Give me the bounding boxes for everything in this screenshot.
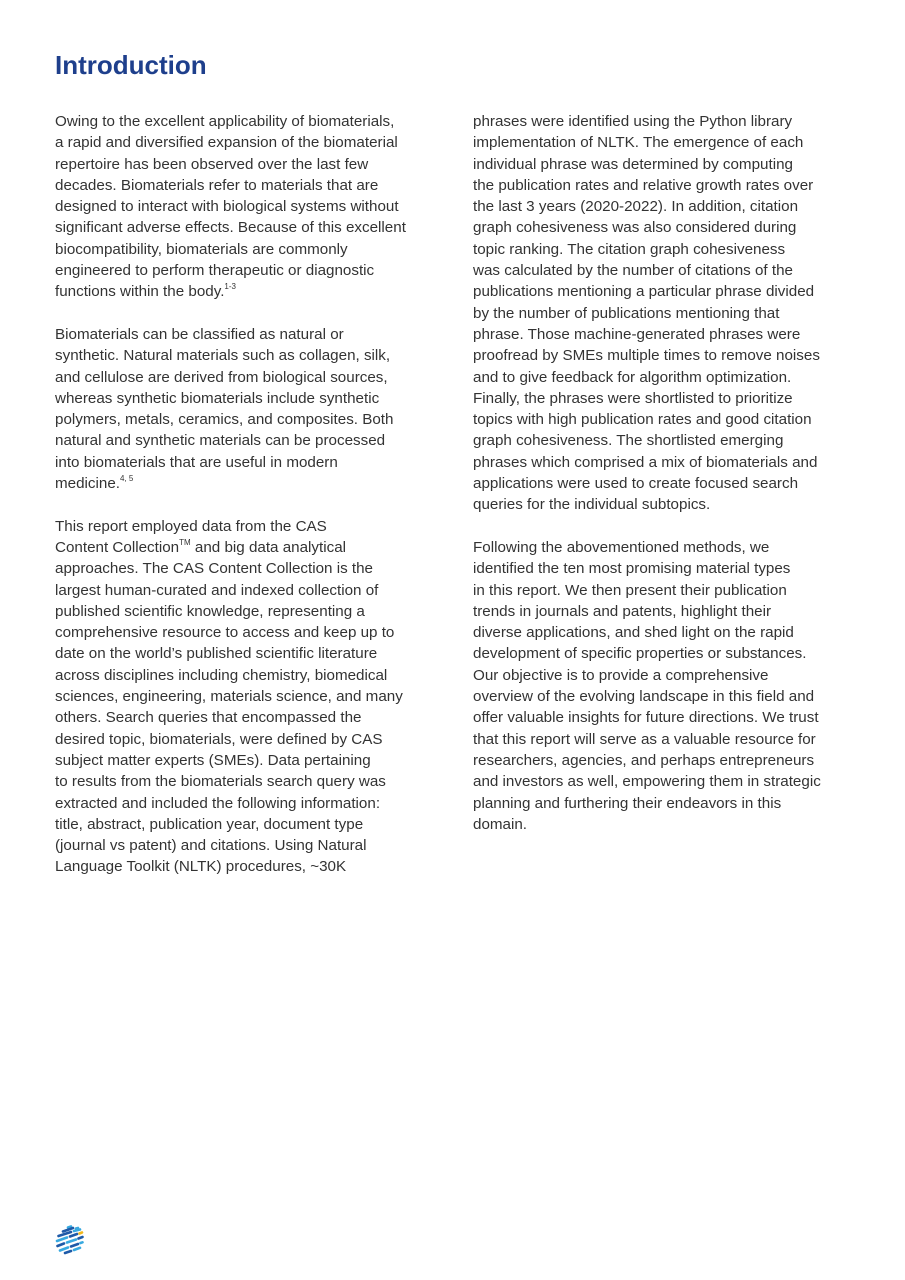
page-title: Introduction <box>55 50 207 80</box>
paragraph-classification <box>55 324 445 494</box>
text-line-content: functions within the body. <box>55 283 225 301</box>
text-line: published scientific knowledge, representing a <box>55 602 365 620</box>
text-line: applications were used to create focused search <box>473 475 799 493</box>
text-line-content: medicine. <box>55 475 120 493</box>
text-line: phrases were identified using the Python library <box>473 113 793 130</box>
trademark-superscript: TM <box>179 537 191 547</box>
text-line: polymers, metals, ceramics, and composites. Both <box>55 411 394 429</box>
text-line: was calculated by the number of citations of the <box>473 262 793 280</box>
text-line: desired topic, biomaterials, were defined by CAS <box>55 730 383 748</box>
text-line: Owing to the excellent applicability of biomaterials, <box>55 113 395 130</box>
text-line: subject matter experts (SMEs). Data pertaining <box>55 751 371 769</box>
text-line: engineered to perform therapeutic or diagnostic <box>55 262 375 280</box>
text-line: individual phrase was determined by computing <box>473 155 793 173</box>
text-line: in this report. We then present their publication <box>473 581 787 599</box>
text-line: planning and furthering their endeavors in this <box>473 794 782 812</box>
right-column <box>473 111 863 856</box>
citation-superscript: 4, 5 <box>120 473 134 483</box>
text-line: topic ranking. The citation graph cohesiveness <box>473 240 786 258</box>
text-line: sciences, engineering, materials science, and many <box>55 688 403 706</box>
text-line-content: Content Collection <box>55 538 180 556</box>
text-line: topics with high publication rates and good citation <box>473 411 812 429</box>
text-line-content: and big data analytical <box>190 538 347 556</box>
text-line: designed to interact with biological systems without <box>55 198 399 216</box>
text-line: a rapid and diversified expansion of the biomaterial <box>55 134 398 152</box>
cas-logo-icon <box>55 1225 85 1255</box>
text-line: extracted and included the following information: <box>55 794 381 812</box>
text-line: This report employed data from the CAS <box>55 517 327 535</box>
text-line: Our objective is to provide a comprehensive <box>473 666 769 684</box>
text-line: to results from the biomaterials search query was <box>55 773 386 791</box>
text-line: proofread by SMEs multiple times to remove noises <box>473 347 820 365</box>
cas-logo-icon-graphic <box>55 1225 85 1255</box>
text-line <box>55 281 445 302</box>
text-line: identified the ten most promising material types <box>473 560 791 578</box>
paragraph-objectives <box>473 537 863 835</box>
text-line: and to give feedback for algorithm optimization. <box>473 368 792 386</box>
text-line: diverse applications, and shed light on the rapid <box>473 624 794 642</box>
text-line: biocompatibility, biomaterials are commonly <box>55 240 348 258</box>
text-line: and investors as well, empowering them in strategic <box>473 773 821 791</box>
text-line: approaches. The CAS Content Collection is the <box>55 560 373 578</box>
paragraph-intro-biomaterials <box>55 111 445 303</box>
text-line: implementation of NLTK. The emergence of each <box>473 134 804 152</box>
text-line: the publication rates and relative growth rates over <box>473 176 814 194</box>
text-line: whereas synthetic biomaterials include synthetic <box>55 389 380 407</box>
text-line: into biomaterials that are useful in modern <box>55 453 338 471</box>
text-line: date on the world’s published scientific literature <box>55 645 378 663</box>
paragraph-methods <box>55 516 445 878</box>
text-line: by the number of publications mentioning that <box>473 304 780 322</box>
text-line: significant adverse effects. Because of this excellent <box>55 219 406 237</box>
text-line: phrases which comprised a mix of biomaterials and <box>473 453 818 471</box>
text-line: graph cohesiveness. The shortlisted emerging <box>473 432 784 450</box>
text-line: Language Toolkit (NLTK) procedures, ~30K <box>55 858 347 876</box>
text-line: and cellulose are derived from biological sources, <box>55 368 388 386</box>
text-line: repertoire has been observed over the last few <box>55 155 369 173</box>
citation-superscript: 1-3 <box>224 282 236 292</box>
text-line: Biomaterials can be classified as natural or <box>55 325 344 343</box>
text-line: decades. Biomaterials refer to materials that are <box>55 176 379 194</box>
text-line: trends in journals and patents, highlight their <box>473 602 772 620</box>
text-line: development of specific properties or substances. <box>473 645 807 663</box>
text-line: phrase. Those machine-generated phrases were <box>473 325 801 343</box>
text-line: domain. <box>473 815 528 833</box>
text-line: that this report will serve as a valuable resource for <box>473 730 816 748</box>
text-line: (journal vs patent) and citations. Using Natural <box>55 837 367 855</box>
text-line: Following the abovementioned methods, we <box>473 538 770 556</box>
text-line: overview of the evolving landscape in this field and <box>473 688 815 706</box>
text-line: across disciplines including chemistry, biomedical <box>55 666 388 684</box>
paragraph-phrase-ranking <box>473 111 863 516</box>
text-line: largest human-curated and indexed collection of <box>55 581 379 599</box>
text-line: queries for the individual subtopics. <box>473 496 711 514</box>
text-line: natural and synthetic materials can be processed <box>55 432 386 450</box>
text-line <box>55 537 445 558</box>
text-line: offer valuable insights for future directions. We trust <box>473 709 819 727</box>
text-line: graph cohesiveness was also considered during <box>473 219 797 237</box>
left-column <box>55 111 445 899</box>
text-line: comprehensive resource to access and keep up to <box>55 624 395 642</box>
text-line: others. Search queries that encompassed the <box>55 709 362 727</box>
text-line: Finally, the phrases were shortlisted to prioritize <box>473 389 793 407</box>
text-line: publications mentioning a particular phrase divided <box>473 283 815 301</box>
text-line: synthetic. Natural materials such as collagen, silk, <box>55 347 391 365</box>
text-line: title, abstract, publication year, document type <box>55 815 364 833</box>
text-line: the last 3 years (2020-2022). In addition, citation <box>473 198 799 216</box>
text-line: researchers, agencies, and perhaps entrepreneurs <box>473 751 815 769</box>
text-line <box>55 473 445 494</box>
